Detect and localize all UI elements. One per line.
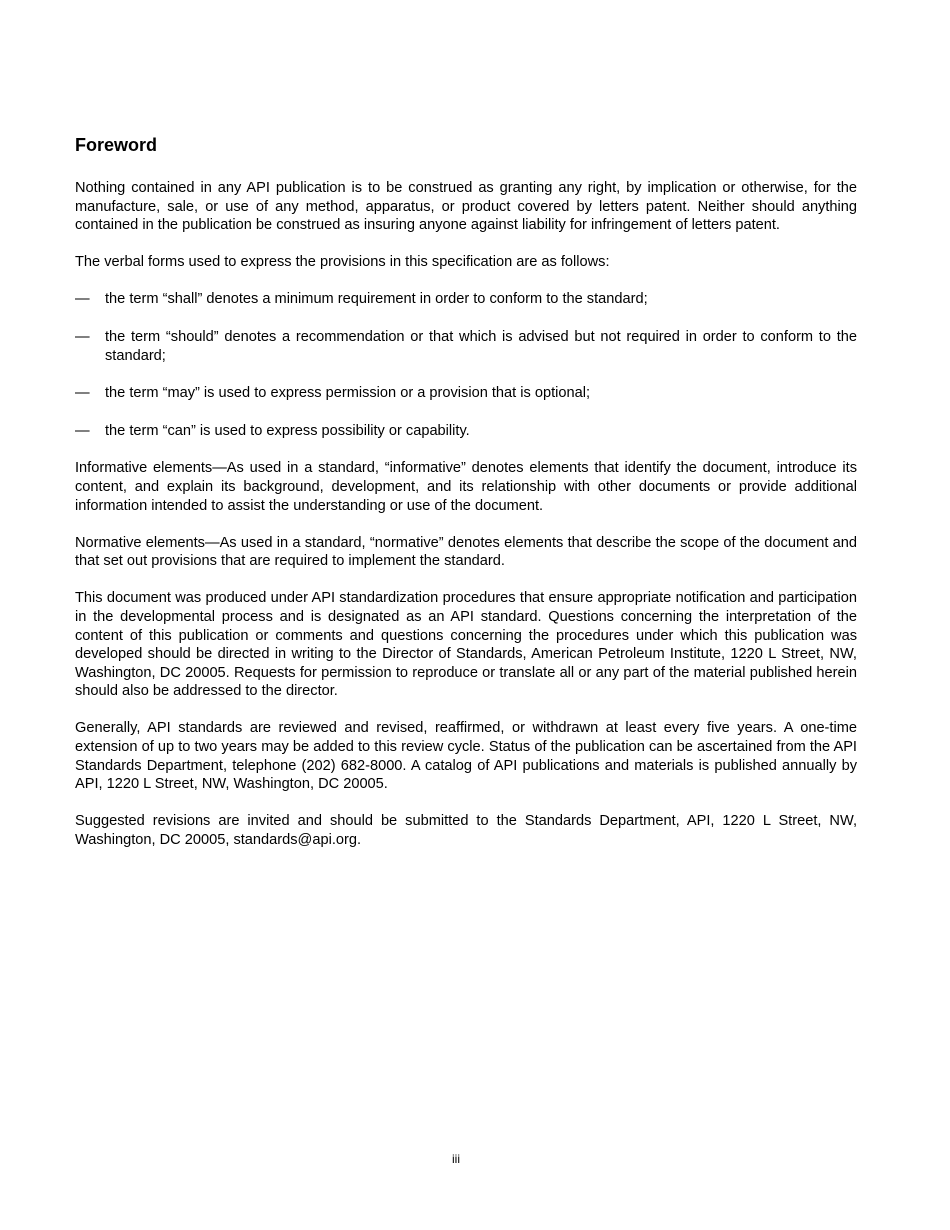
page-number: iii — [452, 1152, 460, 1166]
verbal-forms-intro-paragraph: The verbal forms used to express the provisions in this specification are as follows: — [75, 254, 610, 271]
list-item-should — [75, 328, 857, 365]
review-cycle-paragraph: Generally, API standards are reviewed and revised, reaffirmed, or withdrawn at least every five years. A one-time extension of up to two years may be added to this review cycle. Status of the publication can be ascertained from the API Standards Department, telephone (202) 682-8000. A catalog of API publications and materials is published annually by API, 1220 L Street, NW, Washington, DC 20005. — [75, 720, 857, 793]
patent-disclaimer-paragraph: Nothing contained in any API publication is to be construed as granting any right, by implication or otherwise, for the manufacture, sale, or use of any method, apparatus, or product covered by letters patent. Neither should anything contained in the publication be construed as insuring anyone against liability for infringement of letters patent. — [75, 180, 857, 234]
list-item-can — [75, 422, 857, 441]
list-item-text: the term “should” denotes a recommendation or that which is advised but not required in order to conform to the standard; — [105, 328, 857, 364]
list-item-text: the term “may” is used to express permission or a provision that is optional; — [105, 385, 591, 402]
list-item-text: the term “shall” denotes a minimum requirement in order to conform to the standard; — [105, 291, 648, 308]
em-dash-marker: — — [75, 328, 90, 345]
em-dash-marker: — — [75, 291, 90, 308]
list-item-text: the term “can” is used to express possibility or capability. — [105, 422, 470, 439]
page-title: Foreword — [75, 135, 158, 155]
informative-elements-paragraph: Informative elements—As used in a standard, “informative” denotes elements that identify the document, introduce its content, and explain its background, development, and its relationship with other documents or provide additional information intended to assist the understanding or use of the document. — [75, 460, 857, 514]
list-item-shall — [75, 290, 857, 309]
normative-elements-paragraph: Normative elements—As used in a standard, “normative” denotes elements that describe the scope of the document and that set out provisions that are required to implement the standard. — [75, 534, 857, 570]
document-body — [75, 133, 857, 868]
list-item-may — [75, 384, 857, 403]
em-dash-marker: — — [75, 422, 90, 439]
standardization-procedures-paragraph: This document was produced under API standardization procedures that ensure appropriate notification and participation in the developmental process and is designated as an API standard. Questions concerning the interpretation of the content of this publication or comments and questions concerning the procedures under which this publication was developed should be directed in writing to the Director of Standards, American Petroleum Institute, 1220 L Street, NW, Washington, DC 20005. Requests for permission to reproduce or translate all or any part of the material published herein should also be addressed to the director. — [75, 590, 857, 700]
em-dash-marker: — — [75, 385, 90, 402]
suggested-revisions-paragraph: Suggested revisions are invited and should be submitted to the Standards Department, API, 1220 L Street, NW, Washington, DC 20005, standards@api.org. — [75, 813, 857, 848]
